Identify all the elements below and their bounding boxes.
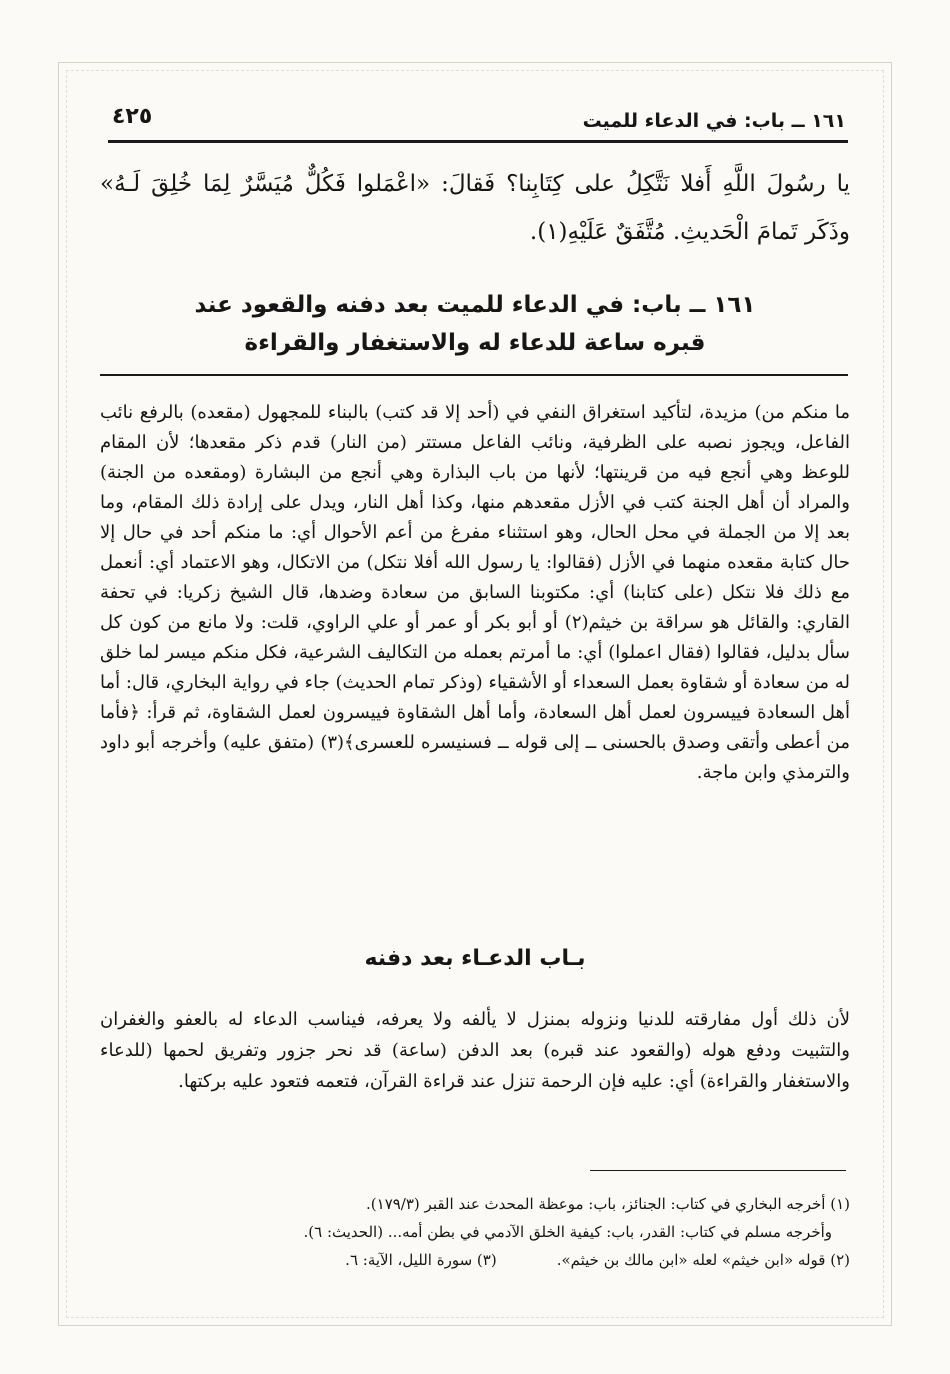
chapter-heading-line-2: قبره ساعة للدعاء له والاستغفار والقراءة xyxy=(244,330,706,356)
footnote-1: (١) أخرجه البخاري في كتاب: الجنائز، باب: موعظة المحدث عند القبر (١٧٩/٣). xyxy=(366,1195,850,1213)
commentary-paragraph: ما منكم من) مزيدة، لتأكيد استغراق النفي في (أحد إلا قد كتب) بالبناء للمجهول (مقعده) بالرفع نائب الفاعل، ويجوز نصبه على الظرفية، ونائب الفاعل مستتر (من النار) قدم ذكر مقعدها؛ لأن المقام للوعظ وهي أنجع فيه من قرينتها؛ لأنها من باب البذارة وهي أنجع من البشارة (ومقعده من الجنة) والمراد أن أهل الجنة كتب في الأزل مقعدهم منها، وكذا أهل النار، ويدل على إرادة ذلك المقام، وما بعد إلا من الجملة في محل الحال، وهو استثناء مفرغ من أعم الأحوال أي: ما منكم أحد في حال إلا حال كتابة مقعده منهما في الأزل (فقالوا: يا رسول الله أفلا نتكل) من الاتكال، وهو الاعتماد أي: أنعمل مع ذلك فلا نتكل (على كتابنا) أي: مكتوبنا السابق من سعادة وضدها، قال الشيخ زكريا: في تحفة القاري: والقائل هو سراقة بن خيثم(٢) أو أبو بكر أو عمر أو علي الراوي، قلت: ولا مانع من كون كل سأل بدليل، فقالوا (فقال اعملوا) أي: ما أمرتم بعمله من التكاليف الشرعية، فكل منكم ميسر لما خلق له من سعادة أو شقاوة بعمل السعداء أو الأشقياء (وذكر تمام الحديث) جاء في رواية البخاري، قال: أما أهل السعادة فييسرون لعمل أهل السعادة، وأما أهل الشقاوة فييسرون لعمل الشقاوة، ثم قرأ: ﴿فأما من أعطى وأتقى وصدق بالحسنى ــ إلى قوله ــ فسنيسره للعسرى﴾(٣) (متفق عليه) وأخرجه أبو داود والترمذي وابن ماجة. xyxy=(100,402,851,783)
footnote-2: (٢) قوله «ابن خيثم» لعله «ابن مالك بن خيثم». xyxy=(556,1251,850,1269)
heading-divider xyxy=(100,374,848,376)
footnotes xyxy=(100,1190,850,1274)
footnote-1-continuation: وأخرجه مسلم في كتاب: القدر، باب: كيفية الخلق الآدمي في بطن أمه... (الحديث: ٦). xyxy=(303,1223,832,1241)
chapter-heading xyxy=(100,286,850,362)
header-divider xyxy=(108,140,848,143)
section-subheading: بـاب الدعـاء بعد دفنه xyxy=(364,946,586,971)
chapter-heading-line-1: ١٦١ ــ باب: في الدعاء للميت بعد دفنه والقعود عند xyxy=(194,292,756,318)
footnote-row xyxy=(100,1246,850,1274)
commentary-paragraph-2: لأن ذلك أول مفارقته للدنيا ونزوله بمنزل لا يألفه ولا يعرفه، فيناسب الدعاء له بالعفو والغفران والتثبيت ودفع هوله (والقعود عند قبره) بعد الدفن (ساعة) قد نحر جزور وتفريق لحمها (للدعاء والاستغفار والقراءة) أي: عليه فإن الرحمة تنزل عند قراءة القرآن، فتعمه فتعود عليه بركتها. xyxy=(100,1009,850,1092)
running-title: ١٦١ ــ باب: في الدعاء للميت xyxy=(582,110,846,132)
page-header xyxy=(112,96,846,136)
page-number: ٤٢٥ xyxy=(112,104,153,129)
footnote-divider xyxy=(590,1170,846,1171)
footnote-3: (٣) سورة الليل، الآية: ٦. xyxy=(345,1251,497,1269)
hadith-text: يا رسُولَ اللَّهِ أَفلا نَتَّكِلُ على كِتَابِنا؟ فَقالَ: «اعْمَلوا فَكُلٌّ مُيَسَّرٌ لِمَا خُلِقَ لَـهُ» وذَكَر تَمامَ الْحَديثِ. مُتَّفَقٌ عَلَيْهِ(١). xyxy=(100,171,850,245)
